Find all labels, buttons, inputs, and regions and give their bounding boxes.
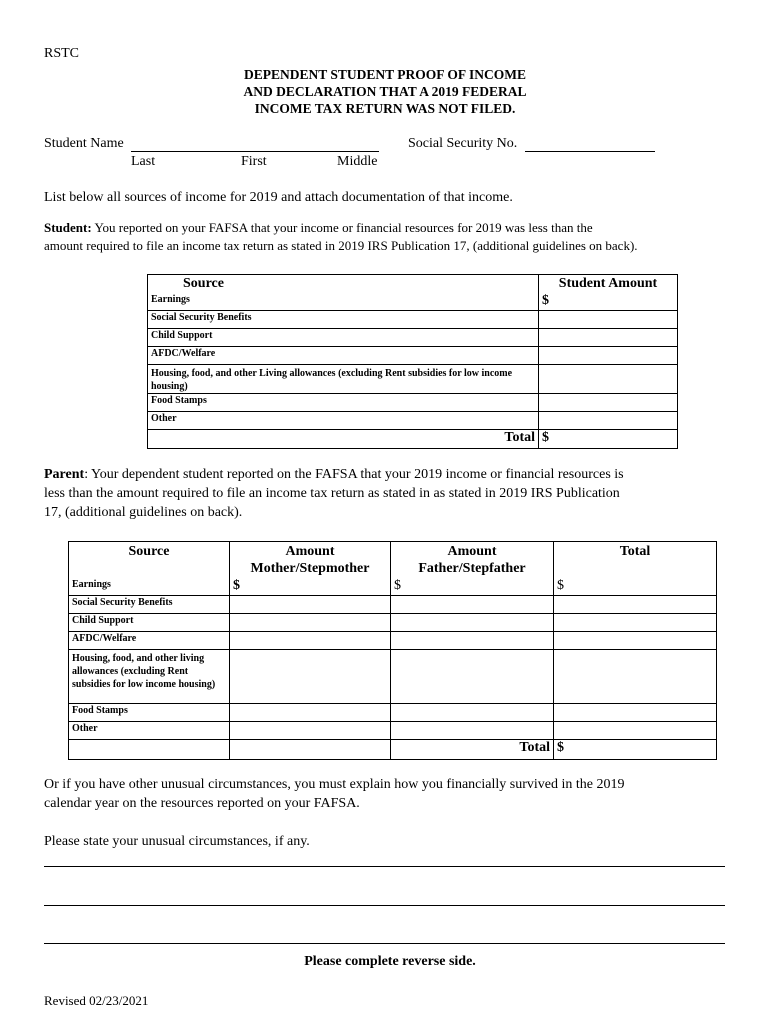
student-amount-header: Student Amount [539,275,678,293]
father-amount-cell[interactable] [391,614,554,632]
revised-date: Revised 02/23/2021 [44,993,149,1008]
parent-income-table [68,541,717,760]
father-amount-cell[interactable] [391,596,554,614]
table-row [148,311,678,329]
student-name-field[interactable] [131,151,379,152]
table-row [69,614,717,632]
parent-source-header: Source [69,542,230,578]
table-row [69,596,717,614]
parent-section-text-1 [44,467,624,483]
table-row [69,578,717,596]
circumstances-line-3[interactable] [44,943,725,944]
parent-total-header: Total [554,542,717,578]
unusual-text-line-2: calendar year on the resources reported on your FAFSA. [44,796,360,811]
father-header-line-1: Amount [447,544,497,559]
student-row-label: Child Support [148,329,539,347]
row-total-cell[interactable] [554,650,717,704]
parent-text-line-3: 17, (additional guidelines on back). [44,505,243,520]
unusual-text-line-1: Or if you have other unusual circumstances, you must explain how you financially survived in the 2019 [44,777,625,792]
ssn-field[interactable] [525,151,655,152]
parent-row-label: Child Support [69,614,230,632]
table-row [148,430,678,449]
parent-total-label: Total [391,740,554,760]
row-total-cell[interactable] [554,704,717,722]
name-last-label: Last [131,154,156,169]
student-label: Student: [44,220,92,235]
reverse-side-note: Please complete reverse side. [304,954,476,969]
mother-amount-cell[interactable] [230,596,391,614]
name-first-label: First [241,154,267,169]
parent-row-label: Food Stamps [69,704,230,722]
row-total-cell[interactable] [554,722,717,740]
mother-header-line-2: Mother/Stepmother [250,561,370,576]
form-title-line-1: DEPENDENT STUDENT PROOF OF INCOME [243,67,527,82]
parent-row-label: Earnings [69,578,230,596]
instruction-text: List below all sources of income for 2019 and attach documentation of that income. [44,190,513,205]
parent-text-line-2: less than the amount required to file an income tax return as stated in as stated in 2019 IRS Publication [44,486,620,501]
parent-row-label: Housing, food, and other living allowances (excluding Rent subsidies for low income housing) [69,650,230,704]
table-row [69,632,717,650]
father-amount-cell[interactable] [391,722,554,740]
father-header-line-2: Father/Stepfather [418,561,526,576]
student-amount-cell[interactable]: $ [539,293,678,311]
mother-amount-cell[interactable] [230,722,391,740]
student-total-label: Total [148,430,539,449]
table-row [148,412,678,430]
student-name-label: Student Name [44,136,124,151]
table-row [148,347,678,365]
form-title-line-2: AND DECLARATION THAT A 2019 FEDERAL [243,84,527,99]
student-total-cell[interactable]: $ [539,430,678,449]
parent-row-label: Social Security Benefits [69,596,230,614]
father-amount-header [391,542,554,578]
mother-amount-cell[interactable]: $ [230,578,391,596]
mother-amount-cell[interactable] [230,632,391,650]
circumstances-line-1[interactable] [44,866,725,867]
father-amount-cell[interactable] [391,704,554,722]
name-middle-label: Middle [337,154,378,169]
circumstances-line-2[interactable] [44,905,725,906]
student-amount-cell[interactable] [539,394,678,412]
row-total-cell[interactable] [554,614,717,632]
student-row-label: Social Security Benefits [148,311,539,329]
father-amount-cell[interactable] [391,650,554,704]
student-row-label: AFDC/Welfare [148,347,539,365]
student-source-header: Source [148,275,539,293]
mother-header-line-1: Amount [285,544,335,559]
row-total-cell[interactable] [554,632,717,650]
table-row [148,394,678,412]
father-amount-cell[interactable] [391,632,554,650]
table-row [69,650,717,704]
mother-amount-cell[interactable] [230,614,391,632]
parent-text-line-1: : Your dependent student reported on the FAFSA that your 2019 income or financial resources is [84,467,624,482]
student-income-table [147,274,678,449]
table-row [148,329,678,347]
mother-amount-cell[interactable] [230,650,391,704]
student-row-label: Housing, food, and other Living allowances (excluding Rent subsidies for low income housing) [148,365,539,394]
parent-grand-total-cell[interactable]: $ [554,740,717,760]
parent-label: Parent [44,467,85,482]
table-row [69,704,717,722]
student-amount-cell[interactable] [539,365,678,394]
parent-row-label: Other [69,722,230,740]
table-row [148,365,678,394]
table-row [69,722,717,740]
row-total-cell[interactable] [554,596,717,614]
row-total-cell[interactable]: $ [554,578,717,596]
ssn-label: Social Security No. [408,136,518,151]
unusual-prompt: Please state your unusual circumstances, if any. [44,834,310,849]
mother-amount-header [230,542,391,578]
student-row-label: Food Stamps [148,394,539,412]
student-amount-cell[interactable] [539,329,678,347]
student-row-label: Other [148,412,539,430]
mother-amount-cell[interactable] [230,704,391,722]
form-code: RSTC [44,46,80,61]
table-row [69,740,717,760]
student-section-text-1 [44,220,593,236]
student-text-line-2: amount required to file an income tax return as stated in 2019 IRS Publication 17, (additional guidelines on back). [44,238,638,253]
parent-row-label: AFDC/Welfare [69,632,230,650]
student-amount-cell[interactable] [539,347,678,365]
student-amount-cell[interactable] [539,412,678,430]
student-amount-cell[interactable] [539,311,678,329]
father-amount-cell[interactable]: $ [391,578,554,596]
student-text-line-1: You reported on your FAFSA that your income or financial resources for 2019 was less than the [94,220,593,235]
form-title-line-3: INCOME TAX RETURN WAS NOT FILED. [254,101,516,116]
student-row-label: Earnings [148,293,539,311]
table-row [148,293,678,311]
